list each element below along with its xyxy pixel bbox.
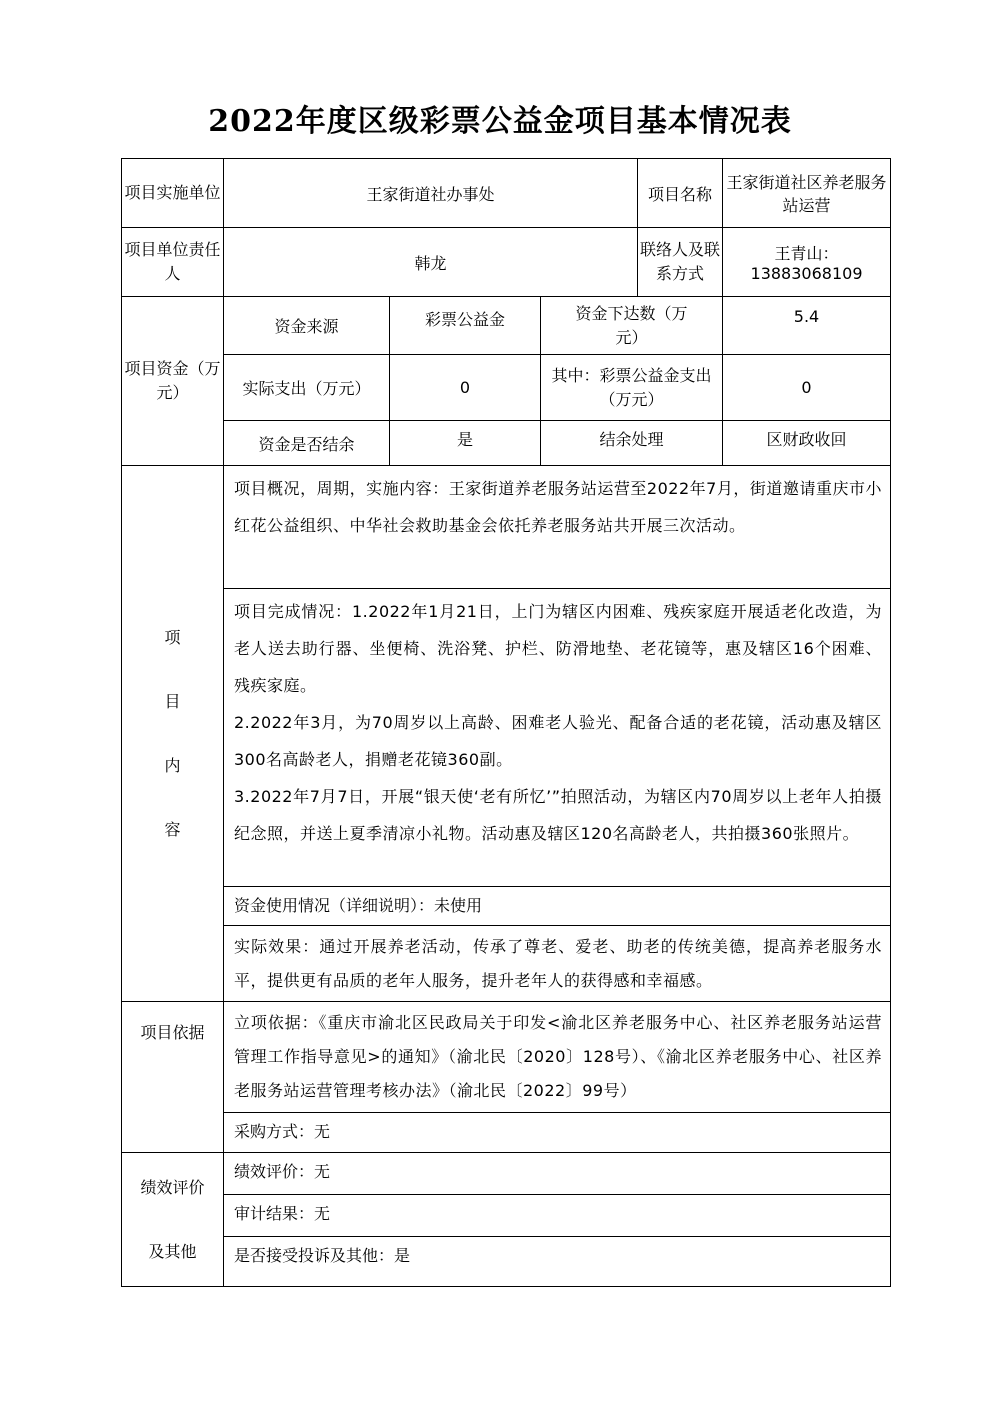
approval-basis: 立项依据：《重庆市渝北区民政局关于印发<渝北区养老服务中心、社区养老服务站运营管理工作指导意见>的通知》（渝北民〔2020〕128号）、《渝北区养老服务中心、社区养老服务站运营管理考核办法》（渝北民〔2022〕99号） — [234, 1013, 883, 1100]
evaluation-cell — [224, 1153, 891, 1195]
audit-cell — [224, 1195, 891, 1237]
issued-label-cell — [541, 297, 723, 355]
procurement-cell — [224, 1113, 891, 1153]
leader-label-cell — [122, 228, 224, 297]
basis-label-cell — [122, 1002, 224, 1153]
performance-evaluation: 绩效评价：无 — [234, 1162, 331, 1181]
completion-item-1: 项目完成情况：1.2022年1月21日，上门为辖区内困难、残疾家庭开展适老化改造，为老人送去助行器、坐便椅、洗浴凳、护栏、防滑地垫、老花镜等，惠及辖区16个困难、残疾家庭。 — [234, 602, 883, 695]
handling-label-cell — [541, 421, 723, 466]
content-label-char-4: 容 — [164, 819, 181, 839]
complaint-info: 是否接受投诉及其他：是 — [234, 1246, 411, 1265]
leader-value-cell — [224, 228, 638, 297]
page-title: 2022年度区级彩票公益金项目基本情况表 — [208, 104, 792, 139]
actual-effect: 实际效果：通过开展养老活动，传承了尊老、爱老、助老的传统美德，提高养老服务水平，提供更有品质的老年人服务，提升老年人的获得感和幸福感。 — [234, 937, 883, 990]
source-label: 资金来源 — [274, 317, 339, 336]
balance-label: 资金是否结余 — [258, 434, 355, 454]
leader-label: 项目单位责任人 — [124, 240, 221, 283]
funds-label: 项目资金（万元） — [124, 359, 221, 402]
unit-value-cell — [224, 159, 638, 228]
procurement-method: 采购方式：无 — [234, 1122, 331, 1141]
name-value-cell — [723, 159, 891, 228]
name-label: 项目名称 — [648, 184, 713, 204]
balance-value-cell — [390, 421, 541, 466]
lottery-label-cell — [541, 355, 723, 421]
contact-label-cell — [638, 228, 723, 297]
issued-value: 5.4 — [793, 307, 820, 326]
leader-value: 韩龙 — [414, 253, 447, 273]
content-label-char-2: 目 — [164, 691, 181, 711]
balance-value: 是 — [456, 430, 473, 449]
contact-label: 联络人及联系方式 — [640, 240, 721, 283]
overview-cell — [224, 466, 891, 589]
approval-cell — [224, 1002, 891, 1113]
lottery-value: 0 — [801, 378, 812, 397]
performance-label-line-1: 绩效评价 — [140, 1177, 205, 1197]
handling-value: 区财政收回 — [766, 430, 847, 449]
project-overview: 项目概况，周期，实施内容：王家街道养老服务站运营至2022年7月，街道邀请重庆市小红花公益组织、中华社会救助基金会依托养老服务站共开展三次活动。 — [234, 479, 883, 535]
handling-label: 结余处理 — [599, 430, 664, 449]
unit-value: 王家街道社办事处 — [366, 184, 495, 204]
completion-item-3: 3.2022年7月7日，开展“银天使‘老有所忆’”拍照活动，为辖区内70周岁以上老年人拍摄纪念照，并送上夏季清凉小礼物。活动惠及辖区120名高龄老人，共拍摄360张照片。 — [234, 787, 883, 843]
balance-label-cell — [224, 421, 390, 466]
effect-cell — [224, 926, 891, 1002]
source-label-cell — [224, 297, 390, 355]
issued-value-cell — [723, 297, 891, 355]
performance-label-cell — [122, 1153, 224, 1287]
content-label-cell — [122, 466, 224, 1002]
project-info-table — [121, 158, 891, 1287]
source-value-cell — [390, 297, 541, 355]
performance-label-line-2: 及其他 — [148, 1241, 197, 1261]
funds-label-cell — [122, 297, 224, 466]
issued-label: 资金下达数（万元） — [575, 304, 688, 347]
unit-label: 项目实施单位 — [124, 183, 221, 202]
content-label-char-1: 项 — [164, 627, 181, 647]
actual-value: 0 — [459, 378, 471, 397]
audit-result: 审计结果：无 — [234, 1204, 331, 1223]
contact-value-cell — [723, 228, 891, 297]
handling-value-cell — [723, 421, 891, 466]
basis-label: 项目依据 — [140, 1023, 205, 1042]
actual-label: 实际支出（万元） — [242, 379, 371, 398]
fund-usage-cell — [224, 887, 891, 926]
actual-label-cell — [224, 355, 390, 421]
actual-value-cell — [390, 355, 541, 421]
completion-cell — [224, 589, 891, 887]
contact-value: 王青山：13883068109 — [750, 244, 863, 283]
complaint-cell — [224, 1237, 891, 1287]
content-label-char-3: 内 — [164, 755, 181, 775]
lottery-value-cell — [723, 355, 891, 421]
fund-usage: 资金使用情况（详细说明）：未使用 — [234, 896, 483, 915]
completion-item-2: 2.2022年3月，为70周岁以上高龄、困难老人验光、配备合适的老花镜，活动惠及辖区300名高龄老人，捐赠老花镜360副。 — [234, 713, 883, 769]
lottery-label: 其中：彩票公益金支出（万元） — [551, 365, 712, 409]
name-value: 王家街道社区养老服务站运营 — [726, 173, 887, 215]
unit-label-cell — [122, 159, 224, 228]
source-value: 彩票公益金 — [424, 310, 505, 329]
name-label-cell — [638, 159, 723, 228]
